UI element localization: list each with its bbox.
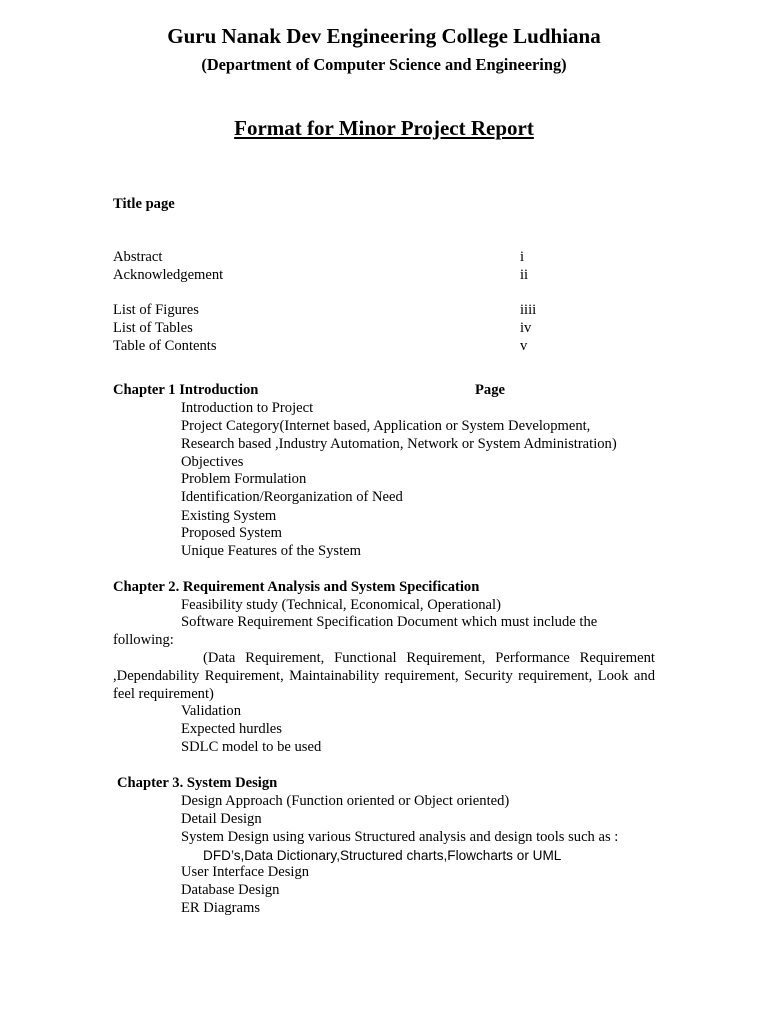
list-item: ER Diagrams [181, 900, 261, 916]
chapter-3-heading: Chapter 3. System Design [117, 775, 278, 791]
list-item: Research based ,Industry Automation, Network or System Administration) [181, 436, 617, 452]
college-name: Guru Nanak Dev Engineering College Ludhiana [167, 24, 601, 48]
front-matter-page: v [520, 338, 528, 354]
list-item: User Interface Design [181, 864, 310, 880]
list-item: DFD’s,Data Dictionary,Structured charts,Flowcharts or UML [203, 848, 562, 863]
list-item: Software Requirement Specification Document which must include the [181, 614, 598, 630]
list-item: Identification/Reorganization of Need [181, 489, 403, 505]
list-item: Unique Features of the System [181, 543, 361, 559]
list-item: System Design using various Structured analysis and design tools such as : [181, 829, 619, 845]
list-item: Design Approach (Function oriented or Object oriented) [181, 793, 510, 809]
front-matter-page: ii [520, 267, 529, 283]
chapter-2-heading: Chapter 2. Requirement Analysis and System Specification [113, 579, 480, 595]
front-matter-page: iv [520, 320, 532, 336]
department-name: (Department of Computer Science and Engineering) [201, 55, 567, 74]
front-matter-label: Acknowledgement [113, 267, 224, 283]
list-item: following: [113, 632, 174, 648]
page-column-label: Page [475, 382, 505, 398]
front-matter-page: i [520, 249, 525, 265]
list-item: Proposed System [181, 525, 282, 541]
list-item: Feasibility study (Technical, Economical, Operational) [181, 597, 501, 613]
front-matter-label: Table of Contents [113, 338, 217, 354]
list-item: Expected hurdles [181, 721, 282, 737]
list-item: Objectives [181, 454, 244, 470]
list-item: Existing System [181, 508, 277, 524]
title-page-label: Title page [113, 196, 175, 212]
list-item: Problem Formulation [181, 471, 307, 487]
requirements-paragraph: (Data Requirement, Functional Requirement, Performance Requirement ,Dependability Requirement, Maintainability requirement, Security requirement, Look and feel requirement) [113, 650, 655, 702]
list-item: Project Category(Internet based, Application or System Development, [181, 418, 591, 434]
chapter-1-heading: Chapter 1 Introduction [113, 382, 259, 398]
front-matter-page: iiii [520, 302, 537, 318]
list-item: Database Design [181, 882, 280, 898]
list-item: SDLC model to be used [181, 739, 322, 755]
front-matter-label: Abstract [113, 249, 163, 265]
list-item: Introduction to Project [181, 400, 314, 416]
front-matter-label: List of Figures [113, 302, 199, 318]
list-item: Validation [181, 703, 241, 719]
list-item: Detail Design [181, 811, 262, 827]
front-matter-label: List of Tables [113, 320, 193, 336]
document-title: Format for Minor Project Report [234, 116, 534, 140]
